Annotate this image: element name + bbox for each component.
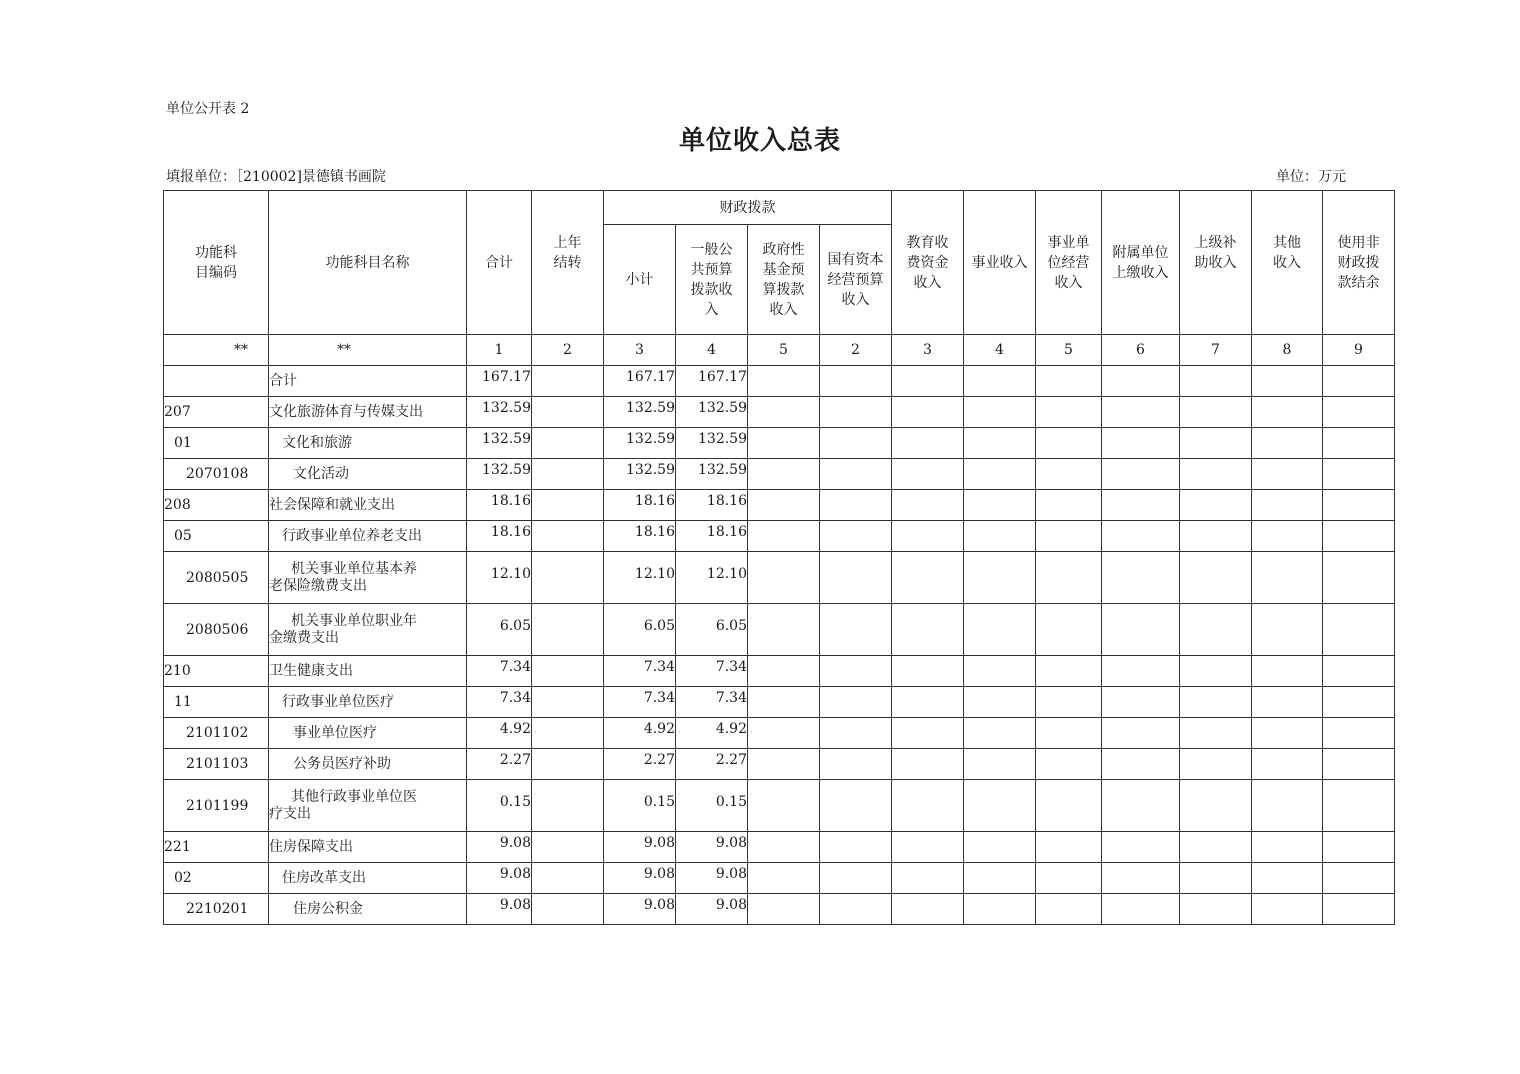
table-row — [164, 521, 1395, 552]
row-code: 2080505 — [164, 552, 269, 604]
row-name: 文化和旅游 — [269, 428, 467, 459]
row-total: 9.08 — [467, 894, 532, 925]
row-general: 132.59 — [676, 459, 748, 490]
header-state-capital: 国有资本经营预算收入 — [820, 225, 892, 335]
header-subtotal: 小计 — [604, 225, 676, 335]
colnum-5: 5 — [748, 335, 820, 366]
row-total: 167.17 — [467, 366, 532, 397]
colnum-10: 6 — [1102, 335, 1180, 366]
row-general: 132.59 — [676, 397, 748, 428]
row-name: 事业单位医疗 — [269, 718, 467, 749]
header-name: 功能科目名称 — [269, 191, 467, 335]
table-row — [164, 397, 1395, 428]
table-row — [164, 604, 1395, 656]
row-general: 6.05 — [676, 604, 748, 656]
row-name: 其他行政事业单位医 疗支出 — [269, 780, 467, 832]
colnum-2: 2 — [532, 335, 604, 366]
page-title: 单位收入总表 — [678, 126, 841, 156]
row-code: 2101103 — [164, 749, 269, 780]
header-superior-subsidy: 上级补助收入 — [1180, 191, 1252, 335]
row-code: 05 — [164, 521, 269, 552]
colnum-code: ** — [164, 335, 269, 366]
row-total: 12.10 — [467, 552, 532, 604]
unit-label: 单位：万元 — [1276, 169, 1346, 185]
header-non-fiscal-balance: 使用非财政拨款结余 — [1323, 191, 1395, 335]
row-subtotal: 18.16 — [604, 490, 676, 521]
header-operating-income: 事业单位经营收入 — [1036, 191, 1102, 335]
colnum-7: 3 — [892, 335, 964, 366]
colnum-11: 7 — [1180, 335, 1252, 366]
table-row — [164, 490, 1395, 521]
row-total: 9.08 — [467, 832, 532, 863]
colnum-1: 1 — [467, 335, 532, 366]
row-code: 221 — [164, 832, 269, 863]
colnum-4: 4 — [676, 335, 748, 366]
table-row — [164, 863, 1395, 894]
row-total: 7.34 — [467, 687, 532, 718]
colnum-9: 5 — [1036, 335, 1102, 366]
row-name: 社会保障和就业支出 — [269, 490, 467, 521]
row-code: 2101199 — [164, 780, 269, 832]
row-name: 公务员医疗补助 — [269, 749, 467, 780]
row-subtotal: 0.15 — [604, 780, 676, 832]
row-subtotal: 9.08 — [604, 832, 676, 863]
row-name: 机关事业单位职业年 金缴费支出 — [269, 604, 467, 656]
header-code: 功能科目编码 — [164, 191, 269, 335]
row-general: 7.34 — [676, 687, 748, 718]
row-subtotal: 132.59 — [604, 428, 676, 459]
row-general: 4.92 — [676, 718, 748, 749]
row-code — [164, 366, 269, 397]
row-subtotal: 132.59 — [604, 397, 676, 428]
row-code: 210 — [164, 656, 269, 687]
row-code: 207 — [164, 397, 269, 428]
row-total: 132.59 — [467, 397, 532, 428]
row-general: 18.16 — [676, 490, 748, 521]
row-general: 9.08 — [676, 894, 748, 925]
row-general: 18.16 — [676, 521, 748, 552]
row-general: 9.08 — [676, 863, 748, 894]
row-name: 合计 — [269, 366, 467, 397]
table-row — [164, 656, 1395, 687]
header-fiscal-group: 财政拨款 — [604, 191, 892, 225]
row-name: 文化活动 — [269, 459, 467, 490]
row-code: 208 — [164, 490, 269, 521]
header-other-income: 其他收入 — [1252, 191, 1323, 335]
row-subtotal: 7.34 — [604, 687, 676, 718]
table-row — [164, 780, 1395, 832]
row-name: 行政事业单位医疗 — [269, 687, 467, 718]
row-total: 4.92 — [467, 718, 532, 749]
row-subtotal: 167.17 — [604, 366, 676, 397]
colnum-8: 4 — [964, 335, 1036, 366]
row-subtotal: 18.16 — [604, 521, 676, 552]
table-row — [164, 749, 1395, 780]
table-row — [164, 459, 1395, 490]
row-general: 167.17 — [676, 366, 748, 397]
table-row — [164, 428, 1395, 459]
row-code: 2210201 — [164, 894, 269, 925]
row-total: 9.08 — [467, 863, 532, 894]
row-total: 7.34 — [467, 656, 532, 687]
row-general: 132.59 — [676, 428, 748, 459]
row-total: 6.05 — [467, 604, 532, 656]
row-name: 住房公积金 — [269, 894, 467, 925]
row-total: 2.27 — [467, 749, 532, 780]
colnum-13: 9 — [1323, 335, 1395, 366]
row-subtotal: 4.92 — [604, 718, 676, 749]
table-row — [164, 894, 1395, 925]
row-general: 2.27 — [676, 749, 748, 780]
header-affiliate-income: 附属单位上缴收入 — [1102, 191, 1180, 335]
header-carryover: 上年结转 — [532, 191, 604, 335]
income-summary-table — [163, 190, 1395, 925]
colnum-3: 3 — [604, 335, 676, 366]
row-code: 11 — [164, 687, 269, 718]
row-general: 9.08 — [676, 832, 748, 863]
row-general: 0.15 — [676, 780, 748, 832]
row-subtotal: 9.08 — [604, 894, 676, 925]
header-business-income: 事业收入 — [964, 191, 1036, 335]
row-code: 2080506 — [164, 604, 269, 656]
row-subtotal: 12.10 — [604, 552, 676, 604]
row-total: 18.16 — [467, 490, 532, 521]
row-total: 0.15 — [467, 780, 532, 832]
row-name: 住房保障支出 — [269, 832, 467, 863]
row-subtotal: 2.27 — [604, 749, 676, 780]
table-row — [164, 552, 1395, 604]
header-gov-fund: 政府性基金预算拨款收入 — [748, 225, 820, 335]
fill-unit-label: 填报单位：［210002]景德镇书画院 — [166, 169, 386, 185]
row-code: 01 — [164, 428, 269, 459]
row-subtotal: 7.34 — [604, 656, 676, 687]
row-general: 12.10 — [676, 552, 748, 604]
row-name: 卫生健康支出 — [269, 656, 467, 687]
row-code: 02 — [164, 863, 269, 894]
row-name: 行政事业单位养老支出 — [269, 521, 467, 552]
colnum-12: 8 — [1252, 335, 1323, 366]
colnum-name: ** — [269, 335, 467, 366]
row-total: 132.59 — [467, 459, 532, 490]
row-general: 7.34 — [676, 656, 748, 687]
colnum-6: 2 — [820, 335, 892, 366]
table-row — [164, 718, 1395, 749]
table-row — [164, 832, 1395, 863]
row-name: 机关事业单位基本养 老保险缴费支出 — [269, 552, 467, 604]
row-total: 18.16 — [467, 521, 532, 552]
row-total: 132.59 — [467, 428, 532, 459]
row-name: 文化旅游体育与传媒支出 — [269, 397, 467, 428]
row-code: 2070108 — [164, 459, 269, 490]
row-subtotal: 9.08 — [604, 863, 676, 894]
header-general-budget: 一般公共预算拨款收入 — [676, 225, 748, 335]
header-education-fee: 教育收费资金收入 — [892, 191, 964, 335]
table-row — [164, 366, 1395, 397]
row-subtotal: 132.59 — [604, 459, 676, 490]
row-code: 2101102 — [164, 718, 269, 749]
table-row — [164, 687, 1395, 718]
form-number: 单位公开表 2 — [166, 101, 250, 117]
header-total: 合计 — [467, 191, 532, 335]
row-subtotal: 6.05 — [604, 604, 676, 656]
row-name: 住房改革支出 — [269, 863, 467, 894]
